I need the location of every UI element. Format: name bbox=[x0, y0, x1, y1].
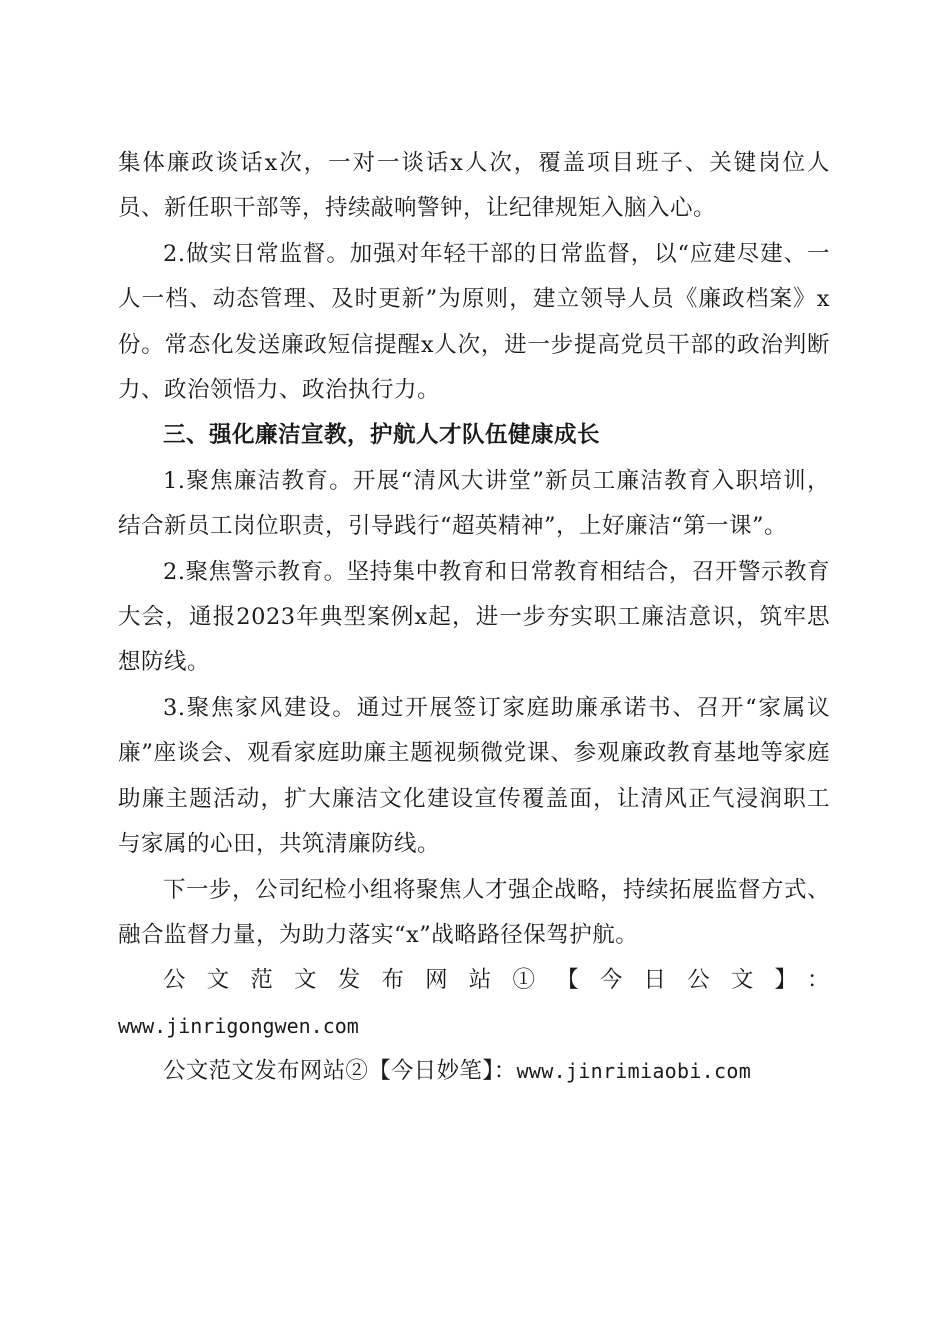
footer-site2-url[interactable]: www.jinrimiaobi.com bbox=[516, 1059, 752, 1084]
footer-site2-line bbox=[118, 1049, 830, 1094]
paragraph-family-culture: 3.聚焦家风建设。通过开展签订家庭助廉承诺书、召开“家属议廉”座谈会、观看家庭助廉主题视频微党课、参观廉政教育基地等家庭助廉主题活动，扩大廉洁文化建设宣传覆盖面，让清风正气浸润职工与家属的心田，共筑清廉防线。 bbox=[118, 694, 830, 858]
footer-site2-label: 公文范文发布网站②【今日妙笔】： bbox=[163, 1058, 517, 1085]
footer-site1-label: 公文范文发布网站①【今日公文】： bbox=[163, 967, 830, 994]
paragraph-talks-continuation: 集体廉政谈话x次，一对一谈话x人次，覆盖项目班子、关键岗位人员、新任职干部等，持续敲响警钟，让纪律规矩入脑入心。 bbox=[118, 150, 830, 222]
paragraph-warning-education: 2.聚焦警示教育。坚持集中教育和日常教育相结合，召开警示教育大会，通报2023年典型案例x起，进一步夯实职工廉洁意识，筑牢思想防线。 bbox=[118, 558, 830, 676]
paragraph-integrity-education: 1.聚焦廉洁教育。开展“清风大讲堂”新员工廉洁教育入职培训，结合新员工岗位职责，引导践行“超英精神”，上好廉洁“第一课”。 bbox=[118, 467, 830, 540]
footer-site1-url[interactable]: www.jinrigongwen.com bbox=[118, 1013, 359, 1038]
section-heading-3: 三、强化廉洁宣教，护航人才队伍健康成长 bbox=[163, 422, 601, 449]
paragraph-next-steps: 下一步，公司纪检小组将聚焦人才强企战略，持续拓展监督方式、融合监督力量，为助力落实“x”战略路径保驾护航。 bbox=[118, 876, 831, 948]
paragraph-daily-supervision: 2.做实日常监督。加强对年轻干部的日常监督，以“应建尽建、一人一档、动态管理、及时更新”为原则，建立领导人员《廉政档案》x份。常态化发送廉政短信提醒x人次，进一步提高党员干部的政治判断力、政治领悟力、政治执行力。 bbox=[118, 240, 830, 404]
document-page bbox=[118, 141, 830, 1095]
